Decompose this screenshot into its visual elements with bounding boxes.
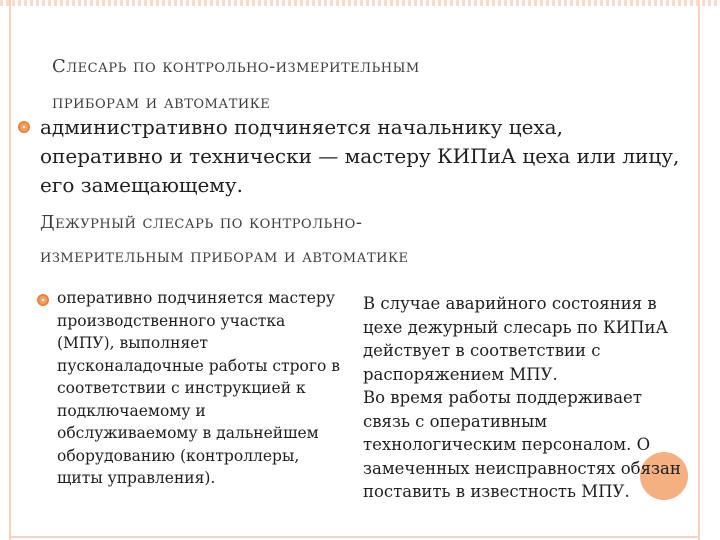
section-subtitle [40, 206, 690, 274]
left-column-text: оперативно подчиняется мастеру производственного участка (МПУ), выполняет пусконаладочные работы строго в соответствии с инструкцией к подключаемому и обслуживаемому в дальнейшем оборудованию (контроллеры, щиты управления). [57, 289, 340, 487]
frame-top-border [0, 0, 720, 6]
frame-right-line [698, 0, 700, 540]
bullet-icon [18, 121, 30, 133]
bullet-icon [37, 294, 49, 306]
slide-title [52, 50, 692, 120]
subtitle-line-1: Дежурный слесарь по контрольно- [40, 212, 363, 233]
right-paragraph-1: В случае аварийного состояния в цехе дежурный слесарь по КИПиА действует в соответствии с распоряжением МПУ. [363, 294, 669, 384]
subordination-paragraph: административно подчиняется начальнику цеха, оперативно и технически — мастеру КИПиА цеха или лицу, его замещающему. [40, 115, 680, 197]
right-paragraph-2: Во время работы поддерживает связь с оперативным технологическим персоналом. О замеченных неисправностях обязан поставить в известность МПУ. [363, 388, 681, 501]
frame-left-line [9, 0, 11, 540]
frame-bottom-line [9, 536, 700, 538]
title-line-1: Слесарь по контрольно-измерительным [52, 56, 420, 77]
right-column-text [363, 292, 693, 504]
subtitle-line-2: измерительным приборам и автоматике [40, 246, 409, 267]
title-line-2: приборам и автоматике [52, 92, 271, 113]
